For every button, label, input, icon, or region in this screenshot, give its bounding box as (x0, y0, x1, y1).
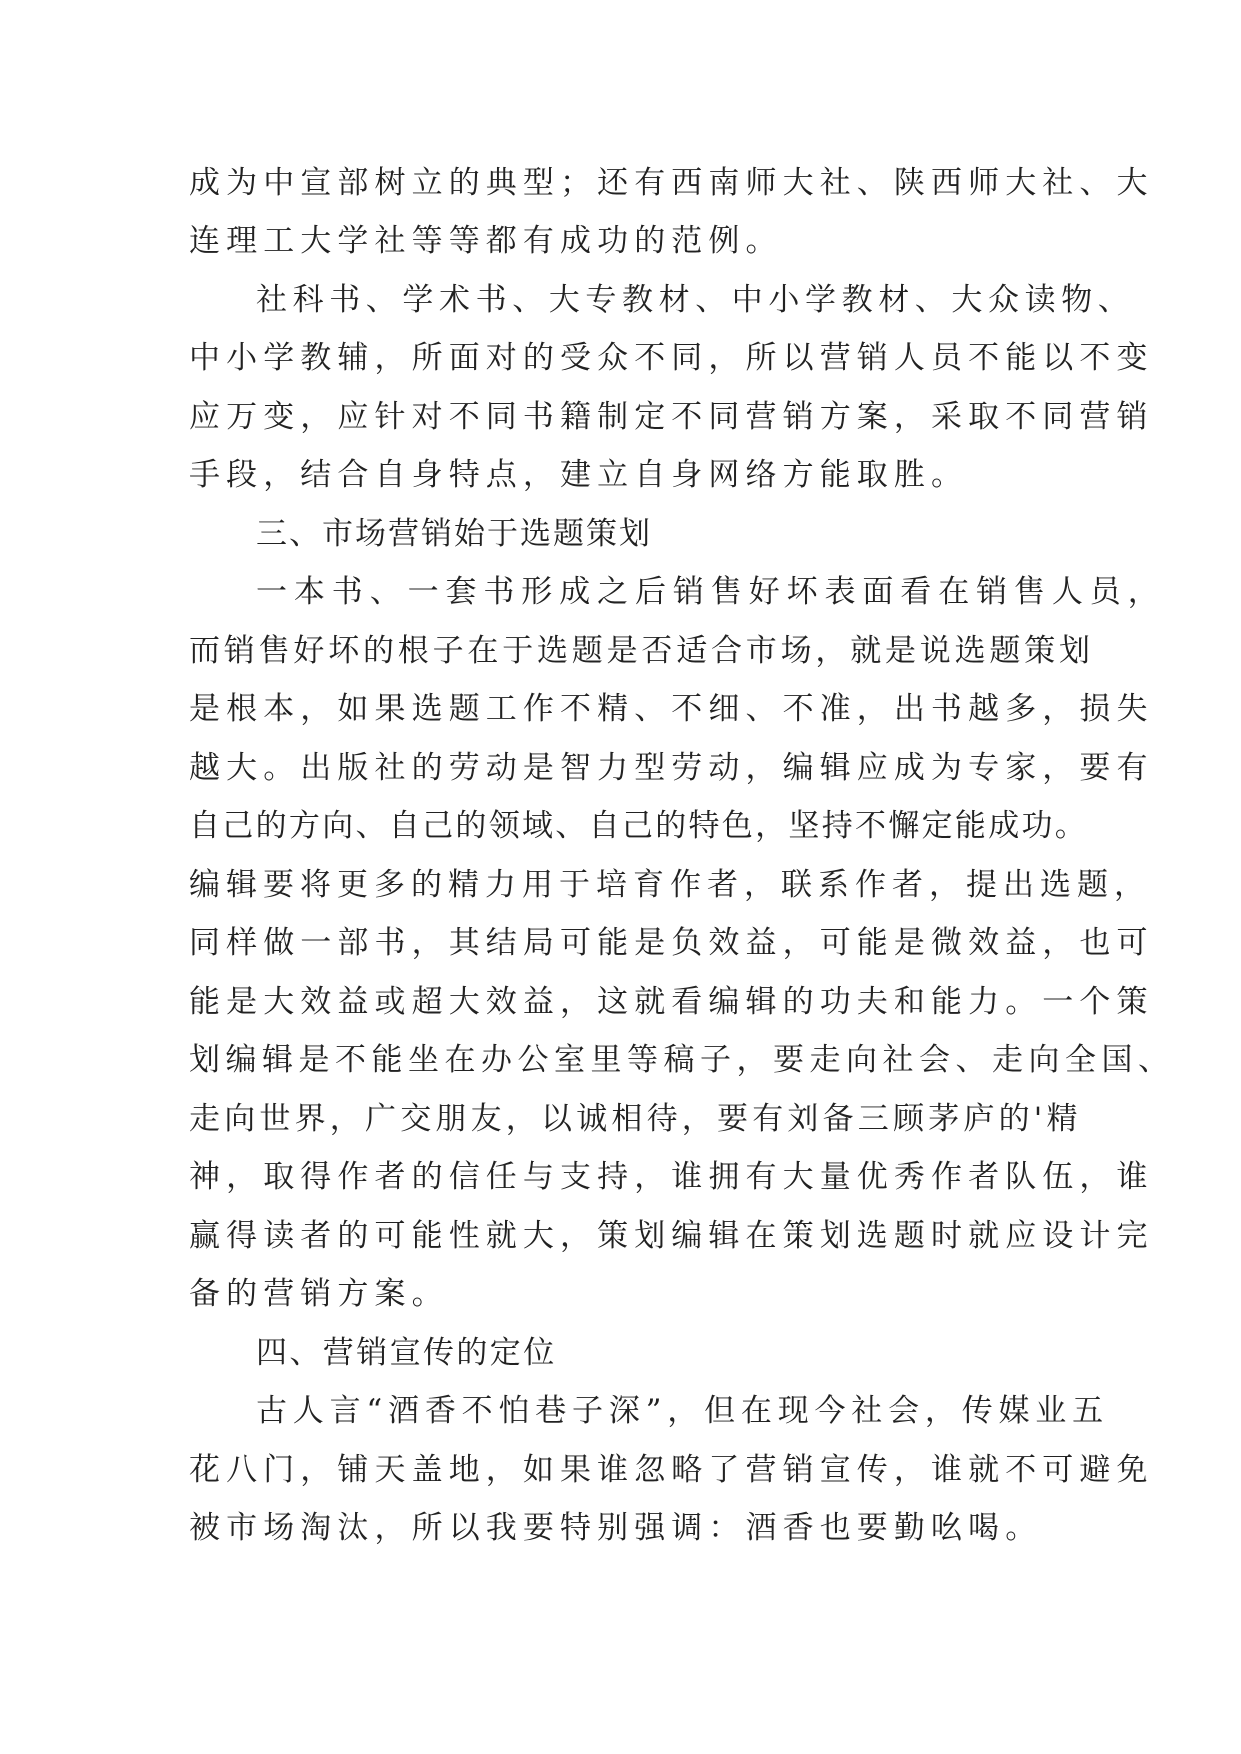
line-text: 被市场淘汰，所以我要特别强调：酒香也要勤吆喝。 (189, 1510, 1043, 1546)
heading-text: 四、营销宣传的定位 (256, 1335, 557, 1371)
line-text: 自己的方向、自己的领域、自己的特色，坚持不懈定能成功。 (189, 808, 1089, 844)
line-text: 社科书、学术书、大专教材、中小学教材、大众读物、 (256, 282, 1135, 318)
line-text: 能是大效益或超大效益，这就看编辑的功夫和能力。一个策 (189, 984, 1154, 1020)
line-text: 走向世界，广交朋友，以诚相待，要有刘备三顾茅庐的'精 (189, 1101, 1082, 1137)
paragraph-line (0, 209, 1241, 273)
paragraph-line (0, 911, 1241, 975)
paragraph-line (0, 736, 1241, 800)
paragraph-line (0, 794, 1241, 858)
paragraph-line (0, 443, 1241, 507)
line-text: 而销售好坏的根子在于选题是否适合市场，就是说选题策划 (189, 633, 1094, 669)
paragraph-line (0, 268, 1241, 332)
line-text: 备的营销方案。 (189, 1276, 449, 1312)
line-text: 应万变，应针对不同书籍制定不同营销方案，采取不同营销 (189, 399, 1154, 435)
line-text: 一本书、一套书形成之后销售好坏表面看在销售人员， (256, 574, 1166, 610)
line-text: 同样做一部书，其结局可能是负效益，可能是微效益，也可 (189, 925, 1154, 961)
line-text: 赢得读者的可能性就大，策划编辑在策划选题时就应设计完 (189, 1218, 1154, 1254)
paragraph-line (0, 1087, 1241, 1151)
line-text: 编辑要将更多的精力用于培育作者，联系作者，提出选题， (189, 867, 1151, 903)
paragraph-line (0, 1438, 1241, 1502)
paragraph-line (0, 151, 1241, 215)
paragraph-line (0, 1028, 1241, 1092)
paragraph-line (0, 853, 1241, 917)
heading-text: 三、市场营销始于选题策划 (256, 516, 652, 552)
paragraph-line (0, 619, 1241, 683)
line-text: 神，取得作者的信任与支持，谁拥有大量优秀作者队伍，谁 (189, 1159, 1154, 1195)
paragraph-line (0, 385, 1241, 449)
line-text: 花八门，铺天盖地，如果谁忽略了营销宣传，谁就不可避免 (189, 1452, 1154, 1488)
line-text: 划编辑是不能坐在办公室里等稿子，要走向社会、走向全国、 (189, 1042, 1175, 1078)
line-text: 连理工大学社等等都有成功的范例。 (189, 223, 783, 259)
section-heading (0, 502, 1241, 566)
line-text: 成为中宣部树立的典型；还有西南师大社、陕西师大社、大 (189, 165, 1154, 201)
paragraph-line (0, 970, 1241, 1034)
paragraph-line (0, 1145, 1241, 1209)
paragraph-line (0, 1379, 1241, 1443)
paragraph-line (0, 560, 1241, 624)
line-text: 越大。出版社的劳动是智力型劳动，编辑应成为专家，要有 (189, 750, 1154, 786)
paragraph-line (0, 1262, 1241, 1326)
paragraph-line (0, 326, 1241, 390)
line-text: 手段，结合自身特点，建立自身网络方能取胜。 (189, 457, 969, 493)
line-text: 古人言“酒香不怕巷子深”，但在现今社会，传媒业五 (256, 1393, 1109, 1429)
paragraph-line (0, 1204, 1241, 1268)
section-heading (0, 1321, 1241, 1385)
line-text: 是根本，如果选题工作不精、不细、不准，出书越多，损失 (189, 691, 1154, 727)
paragraph-line (0, 1496, 1241, 1560)
line-text: 中小学教辅，所面对的受众不同，所以营销人员不能以不变 (189, 340, 1154, 376)
paragraph-line (0, 677, 1241, 741)
